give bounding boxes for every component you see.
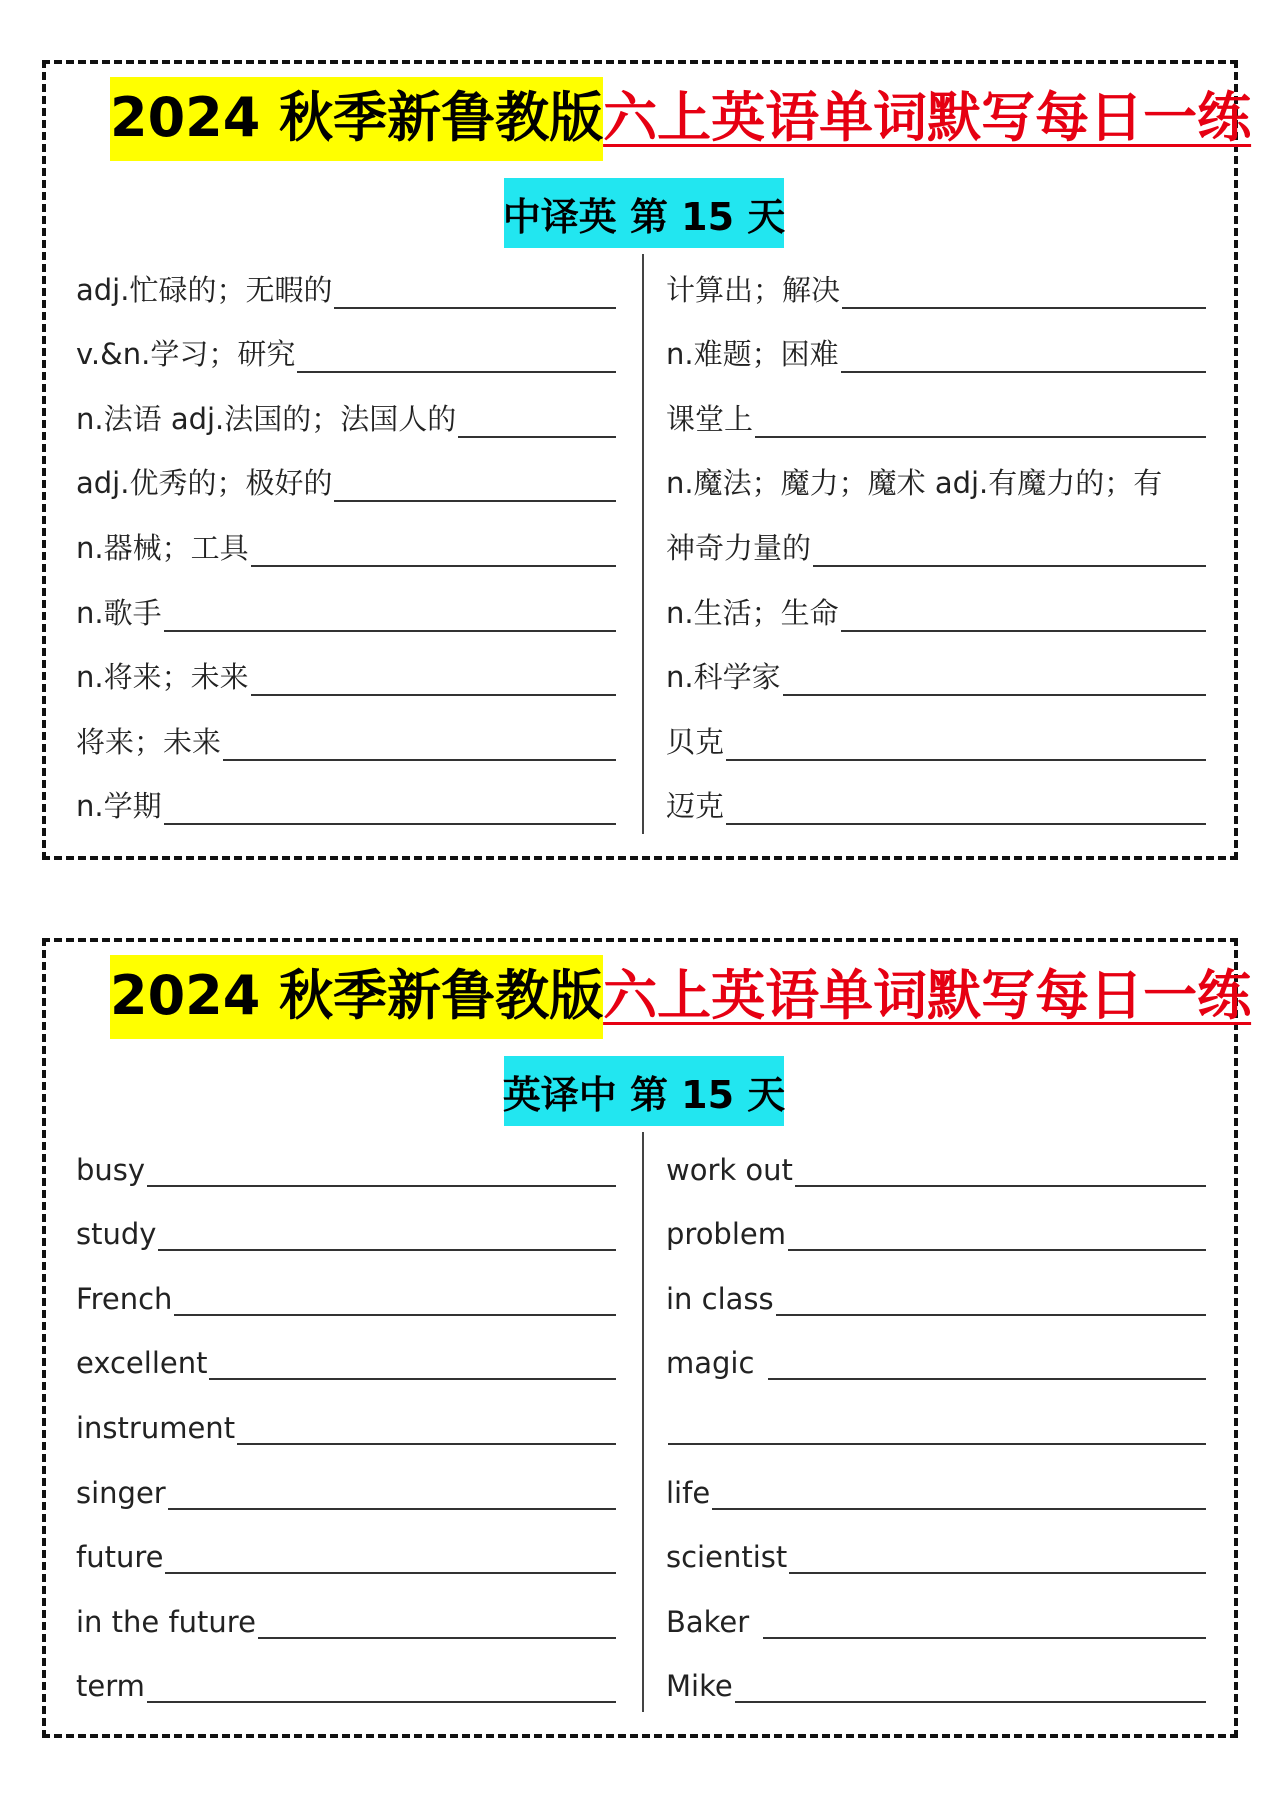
title-highlight: 2024 秋季新鲁教版: [110, 955, 603, 1039]
item-label: Baker: [666, 1604, 750, 1639]
list-item: [76, 1132, 616, 1197]
list-item: [666, 512, 1206, 577]
list-item: [666, 1132, 1206, 1197]
answer-blank[interactable]: [334, 306, 616, 309]
item-label: study: [76, 1217, 157, 1252]
item-label: n.器械；工具: [76, 530, 249, 565]
item-label: magic: [666, 1346, 755, 1381]
item-label: in the future: [76, 1604, 256, 1639]
answer-blank[interactable]: [258, 1636, 616, 1639]
list-item: [666, 577, 1206, 642]
list-item: [76, 383, 616, 448]
list-item: [666, 1455, 1206, 1520]
item-label: n.难题；困难: [666, 337, 839, 372]
item-label: 计算出；解决: [666, 272, 841, 307]
title-red: 六上英语单词默写每日一练: [603, 964, 1252, 1027]
answer-blank[interactable]: [763, 1636, 1206, 1639]
item-label: adj.优秀的；极好的: [76, 466, 333, 501]
answer-blank[interactable]: [147, 1700, 616, 1703]
answer-blank[interactable]: [668, 1442, 1206, 1445]
list-item: [76, 1197, 616, 1262]
list-item: [666, 1390, 1206, 1455]
card-title: [110, 76, 1251, 162]
list-item: [76, 771, 616, 836]
item-label: [666, 1445, 668, 1455]
item-label: life: [666, 1475, 711, 1510]
right-column: [666, 254, 1206, 835]
answer-blank[interactable]: [788, 1248, 1206, 1251]
left-column: [76, 1132, 616, 1713]
answer-blank[interactable]: [768, 1377, 1206, 1380]
item-label: n.法语 adj.法国的；法国人的: [76, 401, 457, 436]
answer-blank[interactable]: [726, 758, 1206, 761]
list-item: [76, 1455, 616, 1520]
list-item: [666, 1197, 1206, 1262]
item-label: n.学期: [76, 789, 162, 824]
answer-blank[interactable]: [237, 1442, 616, 1445]
answer-blank[interactable]: [795, 1184, 1206, 1187]
item-label: singer: [76, 1475, 166, 1510]
item-label: 将来；未来: [76, 724, 222, 759]
item-label: problem: [666, 1217, 786, 1252]
list-item: [666, 771, 1206, 836]
item-label: excellent: [76, 1346, 208, 1381]
list-item: [666, 642, 1206, 707]
answer-blank[interactable]: [209, 1377, 616, 1380]
title-red: 六上英语单词默写每日一练: [603, 86, 1252, 149]
list-item: [666, 1326, 1206, 1391]
item-label: v.&n.学习；研究: [76, 337, 296, 372]
title-highlight: 2024 秋季新鲁教版: [110, 77, 603, 161]
item-label: 神奇力量的: [666, 530, 812, 565]
worksheet-card-cn-to-en: [42, 60, 1252, 860]
list-item: [76, 1584, 616, 1649]
list-item: [666, 383, 1206, 448]
list-item: [76, 1390, 616, 1455]
left-column: [76, 254, 616, 835]
answer-blank[interactable]: [776, 1313, 1206, 1316]
item-label: Mike: [666, 1669, 733, 1704]
list-item: [76, 319, 616, 384]
card-title: [110, 954, 1251, 1040]
section-subtitle: 中译英 第 15 天: [504, 178, 784, 248]
answer-blank[interactable]: [841, 370, 1206, 373]
list-item: [666, 1649, 1206, 1714]
item-label: term: [76, 1669, 145, 1704]
answer-blank[interactable]: [164, 629, 616, 632]
worksheet-card-en-to-cn: [42, 938, 1252, 1738]
item-label: n.将来；未来: [76, 660, 249, 695]
answer-blank[interactable]: [223, 758, 616, 761]
answer-blank[interactable]: [158, 1248, 616, 1251]
list-item: [76, 448, 616, 513]
answer-blank[interactable]: [783, 693, 1206, 696]
section-subtitle: 英译中 第 15 天: [504, 1056, 784, 1126]
answer-blank[interactable]: [168, 1507, 616, 1510]
answer-blank[interactable]: [735, 1700, 1206, 1703]
column-divider: [642, 1132, 644, 1712]
answer-blank[interactable]: [297, 370, 616, 373]
answer-blank[interactable]: [165, 1571, 616, 1574]
list-item: [76, 1649, 616, 1714]
item-label: work out: [666, 1152, 793, 1187]
list-item: [76, 1326, 616, 1391]
answer-blank[interactable]: [147, 1184, 616, 1187]
list-item: [76, 642, 616, 707]
answer-blank[interactable]: [251, 564, 616, 567]
answer-blank[interactable]: [726, 822, 1206, 825]
list-item: [76, 512, 616, 577]
item-label: n.科学家: [666, 660, 781, 695]
answer-blank[interactable]: [842, 306, 1206, 309]
answer-blank[interactable]: [251, 693, 616, 696]
list-item: [76, 1261, 616, 1326]
list-item: [666, 1584, 1206, 1649]
list-item: [76, 577, 616, 642]
item-label: 课堂上: [666, 401, 754, 436]
list-item: [666, 319, 1206, 384]
item-label: in class: [666, 1281, 774, 1316]
list-item: [666, 706, 1206, 771]
answer-blank[interactable]: [164, 822, 616, 825]
answer-blank[interactable]: [334, 499, 616, 502]
item-label: future: [76, 1540, 164, 1575]
list-item: [666, 1261, 1206, 1326]
answer-blank[interactable]: [458, 435, 616, 438]
column-divider: [642, 254, 644, 834]
list-item: [666, 448, 1206, 513]
item-label: 贝克: [666, 724, 725, 759]
list-item: [666, 254, 1206, 319]
answer-blank[interactable]: [755, 435, 1206, 438]
item-label: scientist: [666, 1540, 788, 1575]
answer-blank[interactable]: [841, 629, 1206, 632]
answer-blank[interactable]: [813, 564, 1206, 567]
right-column: [666, 1132, 1206, 1713]
item-label: n.魔法；魔力；魔术 adj.有魔力的；有: [666, 466, 1163, 501]
list-item: [76, 254, 616, 319]
answer-blank[interactable]: [789, 1571, 1206, 1574]
answer-blank[interactable]: [712, 1507, 1206, 1510]
item-label: 迈克: [666, 789, 725, 824]
answer-blank[interactable]: [174, 1313, 616, 1316]
list-item: [666, 1520, 1206, 1585]
item-label: French: [76, 1281, 173, 1316]
item-label: busy: [76, 1152, 146, 1187]
list-item: [76, 1520, 616, 1585]
item-label: instrument: [76, 1410, 236, 1445]
item-label: n.生活；生命: [666, 595, 839, 630]
item-label: adj.忙碌的；无暇的: [76, 272, 333, 307]
list-item: [76, 706, 616, 771]
item-label: n.歌手: [76, 595, 162, 630]
